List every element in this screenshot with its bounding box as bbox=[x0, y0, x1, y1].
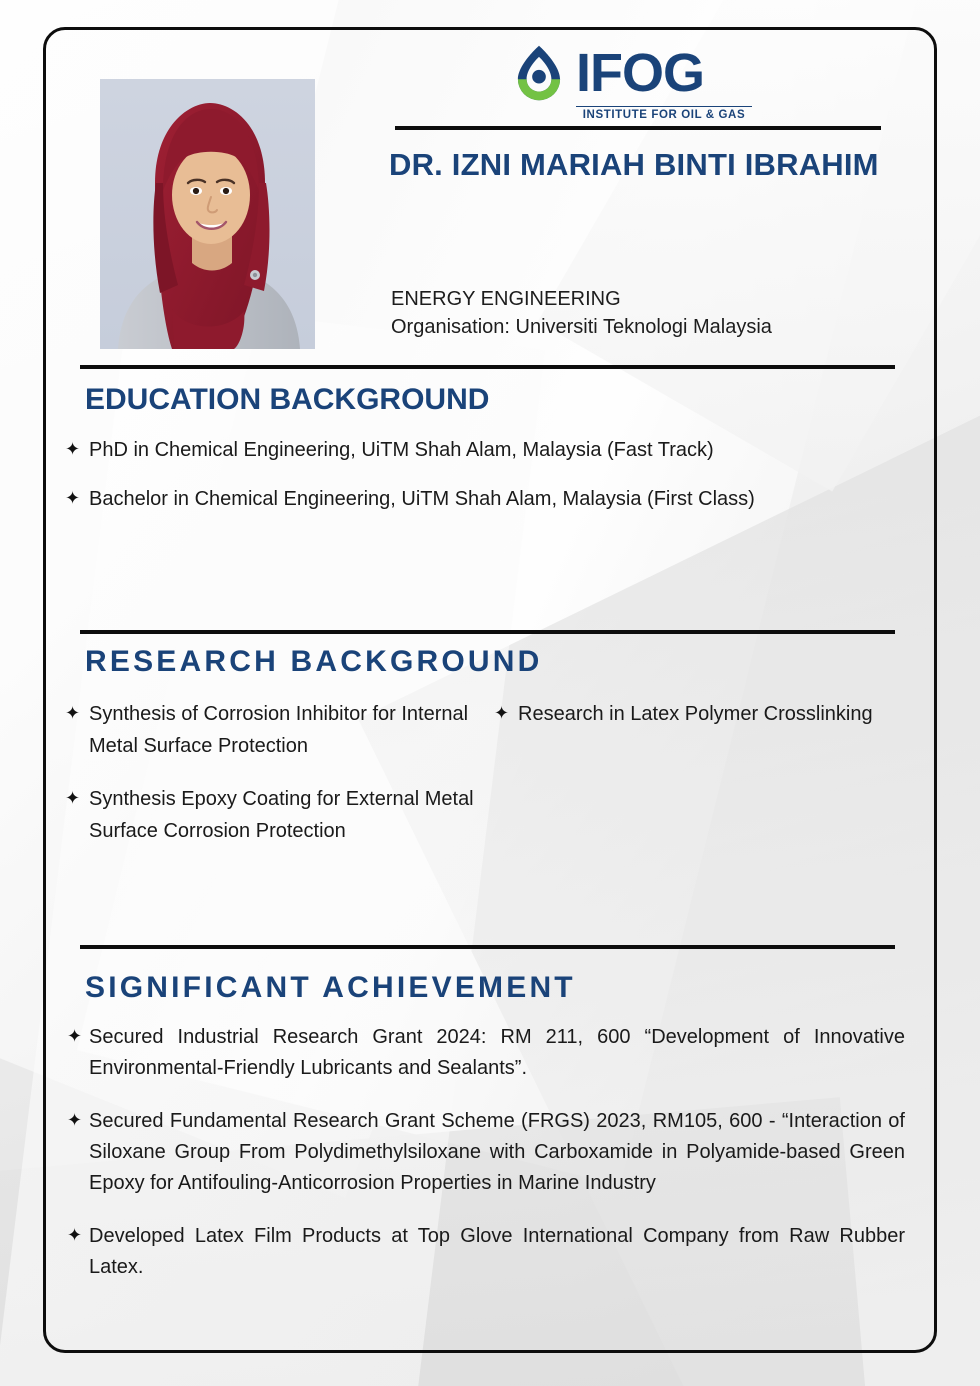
bullet-star-icon: ✦ bbox=[65, 788, 81, 809]
list-item-text: Synthesis of Corrosion Inhibitor for Internal Metal Surface Protection bbox=[89, 703, 469, 757]
portrait-photo bbox=[100, 79, 315, 349]
organisation-label: Organisation: Universiti Teknologi Malaysia bbox=[391, 316, 772, 338]
research-list-right bbox=[494, 699, 913, 731]
research-list-block bbox=[65, 699, 913, 869]
bullet-star-icon: ✦ bbox=[65, 488, 81, 508]
achievement-list-block bbox=[65, 1022, 905, 1305]
affiliation-block bbox=[391, 285, 911, 341]
page-title: DR. IZNI MARIAH BINTI IBRAHIM bbox=[389, 147, 879, 182]
bullet-star-icon: ✦ bbox=[494, 703, 510, 723]
list-item bbox=[65, 1022, 905, 1084]
achievement-list bbox=[65, 1022, 905, 1283]
list-item-text: Developed Latex Film Products at Top Glove International Company from Raw Rubber Latex. bbox=[89, 1225, 905, 1278]
list-item-text: Synthesis Epoxy Coating for External Metal Surface Corrosion Protection bbox=[89, 788, 474, 842]
section-heading-education: EDUCATION BACKGROUND bbox=[85, 383, 490, 416]
list-item bbox=[65, 784, 484, 847]
list-item bbox=[494, 699, 913, 731]
profile-card-content bbox=[43, 27, 937, 1353]
ifog-logo bbox=[508, 42, 758, 127]
section-divider-research bbox=[80, 630, 895, 634]
research-column-left bbox=[65, 699, 484, 869]
list-item bbox=[65, 435, 905, 466]
list-item bbox=[65, 1221, 905, 1283]
list-item-text: PhD in Chemical Engineering, UiTM Shah Alam, Malaysia (Fast Track) bbox=[89, 439, 714, 461]
section-divider-education bbox=[80, 365, 895, 369]
list-item bbox=[65, 484, 905, 515]
droplet-logo-icon bbox=[508, 42, 570, 104]
list-item-text: Research in Latex Polymer Crosslinking bbox=[518, 703, 873, 725]
section-heading-research: RESEARCH BACKGROUND bbox=[85, 645, 543, 678]
bullet-star-icon: ✦ bbox=[65, 703, 81, 723]
logo-wordmark: IFOG bbox=[576, 43, 704, 103]
bullet-star-icon: ✦ bbox=[65, 439, 81, 459]
list-item bbox=[65, 699, 484, 762]
bullet-star-icon: ✦ bbox=[67, 1225, 83, 1245]
list-item bbox=[65, 1106, 905, 1199]
title-divider bbox=[395, 126, 881, 130]
education-list bbox=[65, 435, 905, 515]
logo-tagline: INSTITUTE FOR OIL & GAS bbox=[576, 106, 752, 121]
field-label: ENERGY ENGINEERING bbox=[391, 288, 621, 310]
research-list-left bbox=[65, 699, 484, 847]
education-list-block bbox=[65, 435, 905, 515]
list-item-text: Secured Industrial Research Grant 2024: RM 211, 600 “Development of Innovative Environmental-Friendly Lubricants and Sealants”. bbox=[89, 1026, 905, 1079]
section-heading-achievement: SIGNIFICANT ACHIEVEMENT bbox=[85, 971, 576, 1004]
list-item-text: Bachelor in Chemical Engineering, UiTM Shah Alam, Malaysia (First Class) bbox=[89, 488, 755, 510]
list-item-text: Secured Fundamental Research Grant Scheme (FRGS) 2023, RM105, 600 - “Interaction of Siloxane Group From Polydimethylsiloxane with Carboxamide in Polyamide-based Green Epoxy for Antifouling-Anticorrosion Properties in Marine Industry bbox=[89, 1110, 905, 1194]
bullet-star-icon: ✦ bbox=[67, 1110, 83, 1130]
bullet-star-icon: ✦ bbox=[67, 1026, 83, 1046]
section-divider-achievement bbox=[80, 945, 895, 949]
research-column-right bbox=[494, 699, 913, 869]
